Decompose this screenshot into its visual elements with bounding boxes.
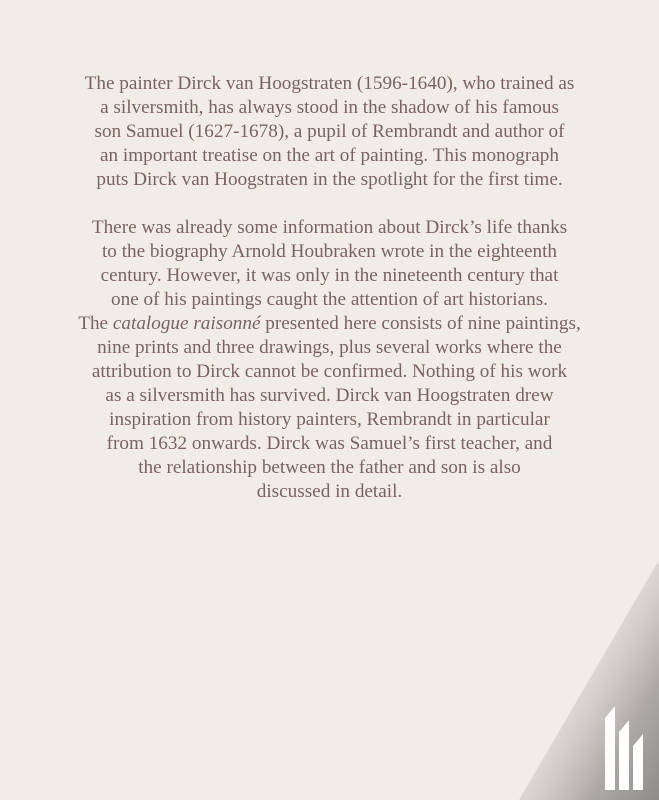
text-line: son Samuel (1627-1678), a pupil of Rembrandt and author of	[94, 121, 565, 142]
text-line: the relationship between the father and son is also	[138, 457, 521, 478]
text-line: attribution to Dirck cannot be confirmed. Nothing of his work	[91, 361, 568, 382]
text-line: from 1632 onwards. Dirck was Samuel’s first teacher, and	[106, 433, 553, 454]
text-line: as a silversmith has survived. Dirck van Hoogstraten drew	[105, 385, 554, 406]
text-line: nine prints and three drawings, plus several works where the	[97, 337, 562, 358]
description-text	[40, 72, 619, 504]
text-line: The painter Dirck van Hoogstraten (1596-1640), who trained as	[84, 73, 575, 94]
description-paragraph-2	[40, 216, 619, 504]
text-line: inspiration from history painters, Rembrandt in particular	[109, 409, 550, 430]
publisher-logo-icon	[599, 706, 649, 790]
description-paragraph-1	[40, 72, 619, 192]
text-line: discussed in detail.	[256, 481, 403, 502]
text-line: an important treatise on the art of painting. This monograph	[100, 145, 559, 166]
emphasized-title: catalogue raisonné	[112, 313, 261, 334]
text-line-with-emphasis	[40, 312, 619, 336]
text-segment: The	[78, 313, 113, 334]
text-line: to the biography Arnold Houbraken wrote in the eighteenth	[101, 241, 558, 262]
text-segment: presented here consists of nine paintings,	[260, 313, 581, 334]
text-line: century. However, it was only in the nineteenth century that	[100, 265, 559, 286]
text-line: a silversmith, has always stood in the shadow of his famous	[100, 97, 559, 118]
text-line: There was already some information about Dirck’s life thanks	[91, 217, 568, 238]
text-line: one of his paintings caught the attention of art historians.	[111, 289, 548, 310]
text-line: puts Dirck van Hoogstraten in the spotlight for the first time.	[96, 169, 563, 190]
